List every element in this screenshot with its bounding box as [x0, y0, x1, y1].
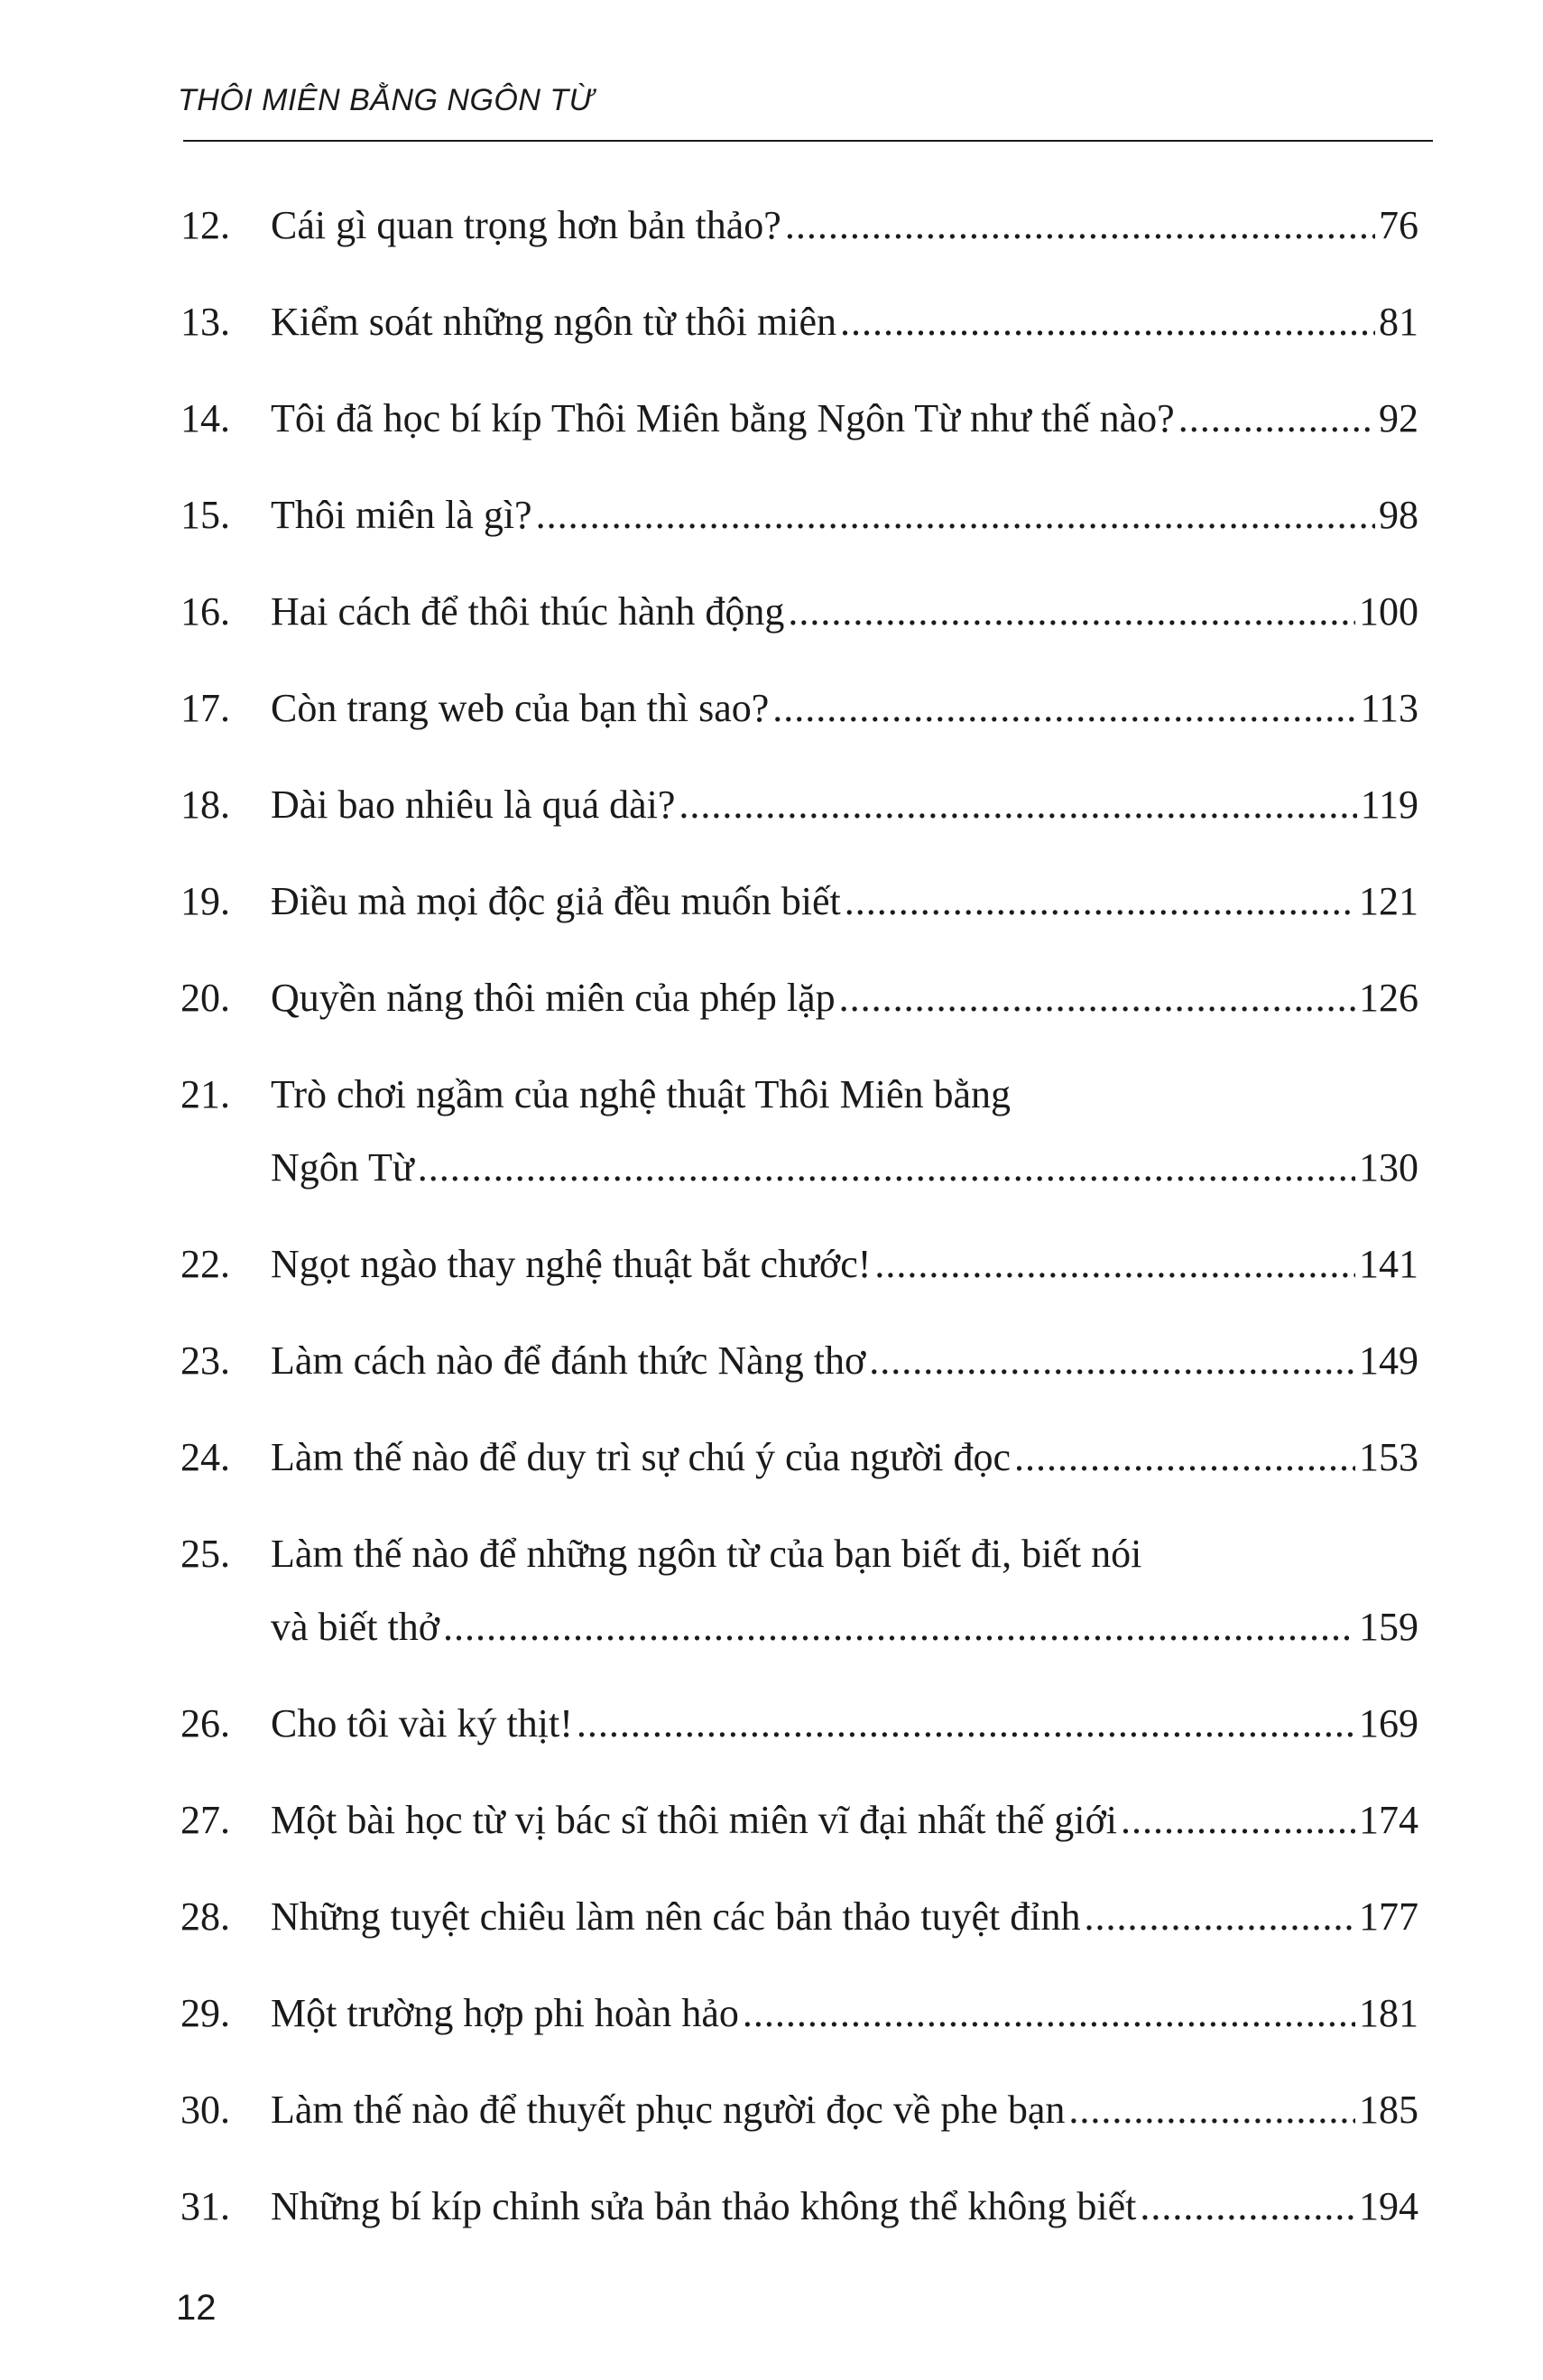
toc-entry-title-line1: Trò chơi ngầm của nghệ thuật Thôi Miên bằng	[271, 1072, 1012, 1116]
toc-entry-number: 29.	[180, 1991, 230, 2035]
toc-entry-number: 30.	[180, 2088, 230, 2132]
toc-entry-title: Điều mà mọi độc giả đều muốn biết	[271, 879, 841, 923]
toc-entry-title: Cho tôi vài ký thịt!	[271, 1701, 573, 1746]
toc-entry	[180, 1988, 1418, 2039]
toc-entry-number: 24.	[180, 1435, 230, 1479]
toc-entry-page: 100	[1359, 589, 1418, 634]
toc-entry-title: Làm thế nào để duy trì sự chú ý của người đọc	[271, 1435, 1011, 1479]
toc-entry-title: Kiểm soát những ngôn từ thôi miên	[271, 300, 836, 344]
toc-leader-dots	[1121, 1795, 1355, 1846]
toc-entry-title-line1: Làm thế nào để những ngôn từ của bạn biết đi, biết nói	[271, 1532, 1142, 1576]
toc-leader-dots	[1084, 1892, 1355, 1942]
toc-entry-page: 130	[1359, 1145, 1418, 1190]
toc-leader-dots	[443, 1602, 1355, 1653]
toc-entry-number: 26.	[180, 1701, 230, 1746]
toc-leader-dots	[577, 1699, 1355, 1749]
toc-entry-title: Còn trang web của bạn thì sao?	[271, 686, 770, 730]
toc-entry-number: 22.	[180, 1242, 230, 1286]
toc-entry-title: Làm thế nào để thuyết phục người đọc về phe bạn	[271, 2088, 1066, 2132]
toc-entry-page: 98	[1379, 493, 1418, 537]
toc-entry-first-line	[180, 1070, 1012, 1120]
toc-leader-dots	[1014, 1432, 1355, 1483]
toc-leader-dots	[869, 1336, 1355, 1386]
toc-leader-dots	[874, 1239, 1355, 1290]
toc-entry-page: 181	[1359, 1991, 1418, 2035]
toc-leader-dots	[743, 1988, 1355, 2039]
toc-entry	[180, 297, 1418, 347]
toc-entry-number: 28.	[180, 1894, 230, 1939]
toc-entry-title: Quyền năng thôi miên của phép lặp	[271, 976, 836, 1020]
toc-entry-title: Ngôn Từ	[271, 1145, 414, 1190]
toc-leader-dots	[418, 1143, 1355, 1193]
toc-entry	[180, 1336, 1418, 1386]
toc-entry-number: 20.	[180, 976, 230, 1020]
toc-entry-title: Hai cách để thôi thúc hành động	[271, 589, 785, 634]
toc-entry-page: 113	[1360, 686, 1418, 730]
toc-entry-title: Làm cách nào để đánh thức Nàng thơ	[271, 1338, 866, 1383]
toc-entry	[180, 394, 1418, 444]
toc-entry-title: Tôi đã học bí kíp Thôi Miên bằng Ngôn Từ như thế nào?	[271, 396, 1175, 440]
toc-entry	[180, 1432, 1418, 1483]
toc-entry-title: Dài bao nhiêu là quá dài?	[271, 783, 676, 827]
toc-entry-title: Một trường hợp phi hoàn hảo	[271, 1991, 739, 2035]
toc-entry-number: 25.	[180, 1532, 230, 1576]
toc-entry	[180, 1239, 1418, 1290]
toc-entry-number: 12.	[180, 203, 230, 247]
toc-leader-dots	[845, 876, 1355, 927]
toc-entry-title: Những tuyệt chiêu làm nên các bản thảo tuyệt đỉnh	[271, 1894, 1081, 1939]
toc-entry-continuation	[271, 1602, 1418, 1653]
toc-entry-number: 18.	[180, 783, 230, 827]
toc-leader-dots	[1178, 394, 1375, 444]
toc-entry-page: 76	[1379, 203, 1418, 247]
toc-entry-page: 169	[1359, 1701, 1418, 1746]
toc-entry-number: 21.	[180, 1072, 230, 1116]
toc-leader-dots	[785, 200, 1375, 251]
toc-entry-number: 15.	[180, 493, 230, 537]
toc-entry-number: 27.	[180, 1798, 230, 1842]
toc-entry-number: 19.	[180, 879, 230, 923]
toc-leader-dots	[1068, 2085, 1355, 2135]
toc-leader-dots	[1140, 2181, 1355, 2232]
toc-entry-title: Cái gì quan trọng hơn bản thảo?	[271, 203, 781, 247]
toc-entry-number: 23.	[180, 1338, 230, 1383]
toc-entry-page: 126	[1359, 976, 1418, 1020]
page-number: 12	[176, 2288, 217, 2328]
toc-entry-continuation	[271, 1143, 1418, 1193]
toc-entry-first-line	[180, 1529, 1142, 1579]
toc-entry	[180, 780, 1418, 830]
toc-entry-page: 153	[1359, 1435, 1418, 1479]
toc-entry-page: 159	[1359, 1605, 1418, 1649]
toc-entry-title: Những bí kíp chỉnh sửa bản thảo không thể không biết	[271, 2184, 1137, 2228]
toc-entry-title: Một bài học từ vị bác sĩ thôi miên vĩ đại nhất thế giới	[271, 1798, 1117, 1842]
toc-entry-number: 14.	[180, 396, 230, 440]
toc-entry	[180, 2085, 1418, 2135]
toc-entry	[180, 2181, 1418, 2232]
toc-entry-title: Ngọt ngào thay nghệ thuật bắt chước!	[271, 1242, 872, 1286]
toc-entry-page: 121	[1359, 879, 1418, 923]
toc-entry-page: 149	[1359, 1338, 1418, 1383]
toc-leader-dots	[679, 780, 1356, 830]
toc-entry-page: 194	[1359, 2184, 1418, 2228]
toc-leader-dots	[840, 297, 1375, 347]
toc-entry-page: 177	[1359, 1894, 1418, 1939]
toc-entry-page: 119	[1360, 783, 1418, 827]
toc-entry	[180, 1699, 1418, 1749]
toc-leader-dots	[536, 490, 1375, 541]
toc-entry	[180, 683, 1418, 734]
toc-entry-number: 16.	[180, 589, 230, 634]
toc-entry-number: 31.	[180, 2184, 230, 2228]
toc-entry-number: 13.	[180, 300, 230, 344]
toc-entry-page: 81	[1379, 300, 1418, 344]
toc-entry	[180, 490, 1418, 541]
toc-entry-title: Thôi miên là gì?	[271, 493, 532, 537]
toc-entry-number: 17.	[180, 686, 230, 730]
toc-entry-page: 92	[1379, 396, 1418, 440]
toc-entry	[180, 876, 1418, 927]
toc-entry-page: 141	[1359, 1242, 1418, 1286]
toc-entry	[180, 1795, 1418, 1846]
toc-leader-dots	[788, 587, 1355, 637]
toc-entry-page: 174	[1359, 1798, 1418, 1842]
toc-entry	[180, 587, 1418, 637]
toc-entry	[180, 973, 1418, 1023]
toc-entry	[180, 1892, 1418, 1942]
running-header: THÔI MIÊN BẰNG NGÔN TỪ	[178, 83, 595, 117]
toc-leader-dots	[772, 683, 1356, 734]
toc-entry	[180, 200, 1418, 251]
toc-entry-title: và biết thở	[271, 1605, 439, 1649]
toc-entry-page: 185	[1359, 2088, 1418, 2132]
toc-leader-dots	[839, 973, 1355, 1023]
